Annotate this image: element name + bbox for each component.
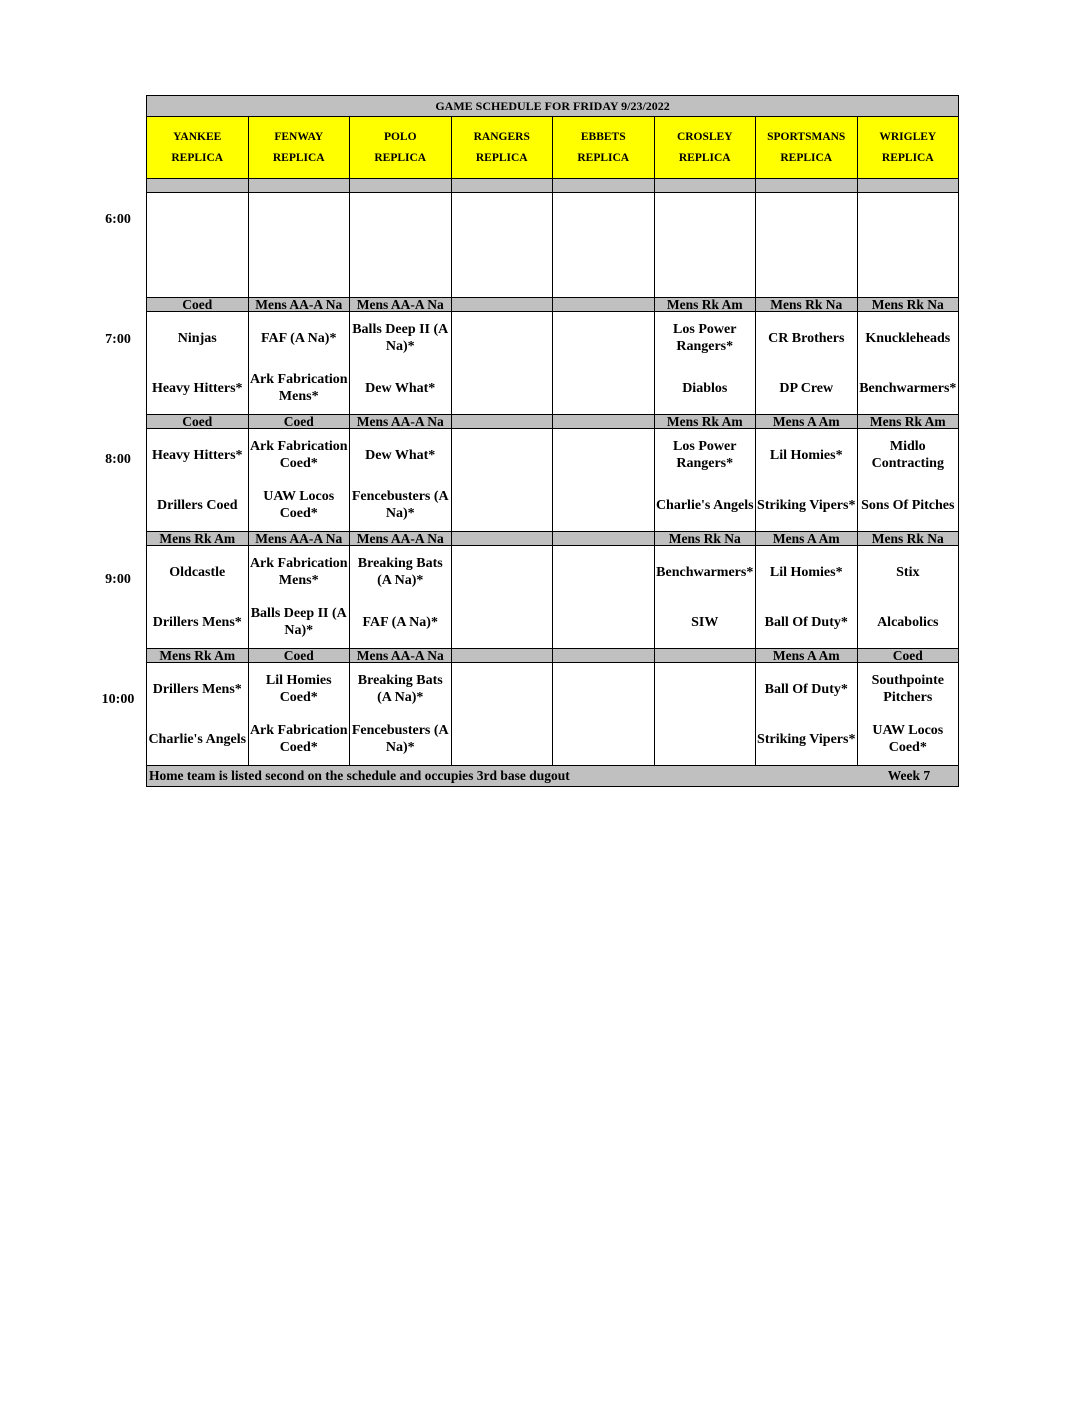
field-name: RANGERS xyxy=(473,131,530,143)
division-label xyxy=(553,415,655,429)
game-cell xyxy=(451,546,553,649)
away-team: Ark Fabrication Mens* xyxy=(249,556,348,588)
field-header-polo xyxy=(350,117,452,179)
away-team xyxy=(452,430,553,480)
home-team xyxy=(452,480,553,530)
division-row xyxy=(147,649,959,663)
field-header-fenway xyxy=(248,117,350,179)
game-cell xyxy=(350,312,452,415)
division-label: Coed xyxy=(248,649,350,663)
field-subtitle: REPLICA xyxy=(780,152,833,164)
division-label xyxy=(553,532,655,546)
home-team: Diablos xyxy=(682,380,728,396)
empty-cell xyxy=(654,193,756,298)
away-team: Stix xyxy=(896,564,920,580)
division-label: Mens Rk Na xyxy=(857,298,959,312)
division-label: Coed xyxy=(248,415,350,429)
schedule-table xyxy=(146,95,959,787)
home-team xyxy=(655,714,756,764)
division-label: Coed xyxy=(147,298,249,312)
away-team xyxy=(553,664,654,714)
empty-cell xyxy=(147,193,249,298)
gap-cell xyxy=(654,179,756,193)
empty-cell xyxy=(756,193,858,298)
away-team: Los Power Rangers* xyxy=(673,439,737,471)
home-team: Sons Of Pitches xyxy=(861,497,955,513)
away-team xyxy=(655,664,756,714)
division-label: Mens AA-A Na xyxy=(350,532,452,546)
home-team: Heavy Hitters* xyxy=(151,380,243,396)
home-team: Charlie's Angels xyxy=(148,731,247,747)
away-team xyxy=(553,547,654,597)
gap-cell xyxy=(553,179,655,193)
footer-note: Home team is listed second on the schedule and occupies 3rd base dugout xyxy=(149,768,570,783)
home-team: UAW Locos Coed* xyxy=(263,489,335,521)
division-label: Mens AA-A Na xyxy=(248,532,350,546)
field-subtitle: REPLICA xyxy=(678,152,731,164)
field-name: SPORTSMANS xyxy=(767,131,846,143)
slot-row-empty xyxy=(147,193,959,298)
division-label: Mens A Am xyxy=(756,415,858,429)
field-name: EBBETS xyxy=(580,131,626,143)
home-team: Fencebusters (A Na)* xyxy=(351,723,449,755)
game-cell xyxy=(857,546,959,649)
away-team: Benchwarmers* xyxy=(656,564,754,580)
home-team xyxy=(553,363,654,413)
division-row xyxy=(147,298,959,312)
game-cell xyxy=(654,312,756,415)
away-team: Ball Of Duty* xyxy=(764,681,848,697)
field-header-crosley xyxy=(654,117,756,179)
game-cell xyxy=(147,663,249,766)
empty-cell xyxy=(350,193,452,298)
home-team: Fencebusters (A Na)* xyxy=(351,489,449,521)
home-team xyxy=(452,714,553,764)
away-team: Oldcastle xyxy=(169,564,226,580)
division-label: Mens Rk Na xyxy=(857,532,959,546)
away-team: Lil Homies Coed* xyxy=(265,673,332,705)
game-cell xyxy=(857,663,959,766)
home-team: Alcabolics xyxy=(877,614,939,630)
footer-cell xyxy=(147,766,959,787)
game-cell xyxy=(451,429,553,532)
division-label xyxy=(451,298,553,312)
home-team: Drillers Mens* xyxy=(152,614,242,630)
game-cell xyxy=(147,312,249,415)
away-team: Dew What* xyxy=(365,447,436,463)
gap-cell xyxy=(451,179,553,193)
game-cell xyxy=(553,663,655,766)
gap-row xyxy=(147,179,959,193)
gap-cell xyxy=(350,179,452,193)
division-label: Mens AA-A Na xyxy=(350,415,452,429)
gap-cell xyxy=(147,179,249,193)
field-name: YANKEE xyxy=(173,131,222,143)
away-team: Ninjas xyxy=(177,330,217,346)
game-cell xyxy=(451,312,553,415)
home-team: Striking Vipers* xyxy=(757,731,856,747)
game-cell xyxy=(248,546,350,649)
field-subtitle: REPLICA xyxy=(577,152,630,164)
home-team: DP Crew xyxy=(779,380,834,396)
empty-cell xyxy=(857,193,959,298)
away-team: Balls Deep II (A Na)* xyxy=(352,322,449,354)
game-cell xyxy=(147,429,249,532)
game-row xyxy=(147,663,959,766)
game-cell xyxy=(756,312,858,415)
game-cell xyxy=(350,663,452,766)
game-cell xyxy=(654,663,756,766)
away-team: Midlo Contracting xyxy=(871,439,944,471)
home-team: Drillers Coed xyxy=(157,497,238,513)
field-name: CROSLEY xyxy=(676,131,733,143)
division-label xyxy=(451,415,553,429)
away-team: Lil Homies* xyxy=(769,564,843,580)
away-team: Southpointe Pitchers xyxy=(871,673,944,705)
away-team: Ark Fabrication Coed* xyxy=(249,439,348,471)
field-header-wrigley xyxy=(857,117,959,179)
away-team: Drillers Mens* xyxy=(152,681,242,697)
field-name: POLO xyxy=(383,131,417,143)
division-label: Coed xyxy=(147,415,249,429)
home-team: Ark Fabrication Mens* xyxy=(249,372,348,404)
schedule-title: GAME SCHEDULE FOR FRIDAY 9/23/2022 xyxy=(147,96,959,117)
away-team: Knuckleheads xyxy=(865,330,951,346)
division-label: Mens Rk Am xyxy=(654,298,756,312)
game-cell xyxy=(756,546,858,649)
away-team: Lil Homies* xyxy=(769,447,843,463)
away-team: Breaking Bats (A Na)* xyxy=(357,556,443,588)
gap-cell xyxy=(857,179,959,193)
division-label: Mens A Am xyxy=(756,649,858,663)
home-team: Ball Of Duty* xyxy=(764,614,848,630)
game-row xyxy=(147,429,959,532)
home-team: SIW xyxy=(691,614,719,630)
home-team: UAW Locos Coed* xyxy=(872,723,944,755)
time-label: 9:00 xyxy=(105,572,131,587)
game-row xyxy=(147,546,959,649)
division-label: Mens AA-A Na xyxy=(350,298,452,312)
field-header-rangers xyxy=(451,117,553,179)
division-label: Mens AA-A Na xyxy=(350,649,452,663)
away-team: FAF (A Na)* xyxy=(261,330,337,346)
away-team xyxy=(452,664,553,714)
time-label: 8:00 xyxy=(105,452,131,467)
home-team: Ark Fabrication Coed* xyxy=(249,723,348,755)
field-name: WRIGLEY xyxy=(879,131,937,143)
game-cell xyxy=(147,546,249,649)
game-cell xyxy=(654,429,756,532)
game-cell xyxy=(451,663,553,766)
field-name: FENWAY xyxy=(274,131,324,143)
division-row xyxy=(147,532,959,546)
away-team: Breaking Bats (A Na)* xyxy=(357,673,443,705)
away-team: Los Power Rangers* xyxy=(673,322,737,354)
home-team: Benchwarmers* xyxy=(859,380,957,396)
home-team xyxy=(452,363,553,413)
field-header-ebbets xyxy=(553,117,655,179)
game-cell xyxy=(654,546,756,649)
game-cell xyxy=(857,312,959,415)
game-cell xyxy=(553,312,655,415)
field-header-row xyxy=(147,117,959,179)
away-team xyxy=(452,313,553,363)
game-cell xyxy=(248,429,350,532)
empty-cell xyxy=(248,193,350,298)
away-team: CR Brothers xyxy=(768,330,845,346)
division-label: Mens AA-A Na xyxy=(248,298,350,312)
field-header-yankee xyxy=(147,117,249,179)
game-cell xyxy=(756,429,858,532)
division-label: Mens Rk Am xyxy=(857,415,959,429)
time-label: 10:00 xyxy=(101,692,135,707)
time-label: 7:00 xyxy=(105,332,131,347)
game-cell xyxy=(857,429,959,532)
division-row xyxy=(147,415,959,429)
field-subtitle: REPLICA xyxy=(881,152,934,164)
division-label: Mens Rk Na xyxy=(756,298,858,312)
division-label: Mens Rk Am xyxy=(147,649,249,663)
home-team: Charlie's Angels xyxy=(655,497,754,513)
away-team xyxy=(553,430,654,480)
home-team xyxy=(553,714,654,764)
gap-cell xyxy=(248,179,350,193)
division-label: Mens A Am xyxy=(756,532,858,546)
home-team: Balls Deep II (A Na)* xyxy=(250,606,347,638)
gap-cell xyxy=(756,179,858,193)
division-label xyxy=(553,298,655,312)
field-subtitle: REPLICA xyxy=(272,152,325,164)
home-team xyxy=(553,597,654,647)
division-label xyxy=(451,532,553,546)
home-team xyxy=(452,597,553,647)
field-subtitle: REPLICA xyxy=(374,152,427,164)
field-header-sportsmans xyxy=(756,117,858,179)
week-label: Week 7 xyxy=(887,768,931,783)
division-label xyxy=(553,649,655,663)
empty-cell xyxy=(451,193,553,298)
home-team: Striking Vipers* xyxy=(757,497,856,513)
away-team xyxy=(452,547,553,597)
game-row xyxy=(147,312,959,415)
game-cell xyxy=(350,546,452,649)
title-row xyxy=(147,96,959,117)
division-label xyxy=(451,649,553,663)
game-cell xyxy=(553,429,655,532)
division-label: Mens Rk Na xyxy=(654,532,756,546)
field-subtitle: REPLICA xyxy=(475,152,528,164)
game-cell xyxy=(553,546,655,649)
division-label: Coed xyxy=(857,649,959,663)
division-label: Mens Rk Am xyxy=(147,532,249,546)
game-cell xyxy=(756,663,858,766)
away-team: Heavy Hitters* xyxy=(151,447,243,463)
home-team xyxy=(553,480,654,530)
home-team: FAF (A Na)* xyxy=(362,614,438,630)
game-cell xyxy=(248,663,350,766)
empty-cell xyxy=(553,193,655,298)
away-team xyxy=(553,313,654,363)
time-label: 6:00 xyxy=(105,212,131,227)
division-label: Mens Rk Am xyxy=(654,415,756,429)
division-label xyxy=(654,649,756,663)
home-team: Dew What* xyxy=(365,380,436,396)
game-cell xyxy=(248,312,350,415)
footer-row xyxy=(147,766,959,787)
field-subtitle: REPLICA xyxy=(171,152,224,164)
game-cell xyxy=(350,429,452,532)
